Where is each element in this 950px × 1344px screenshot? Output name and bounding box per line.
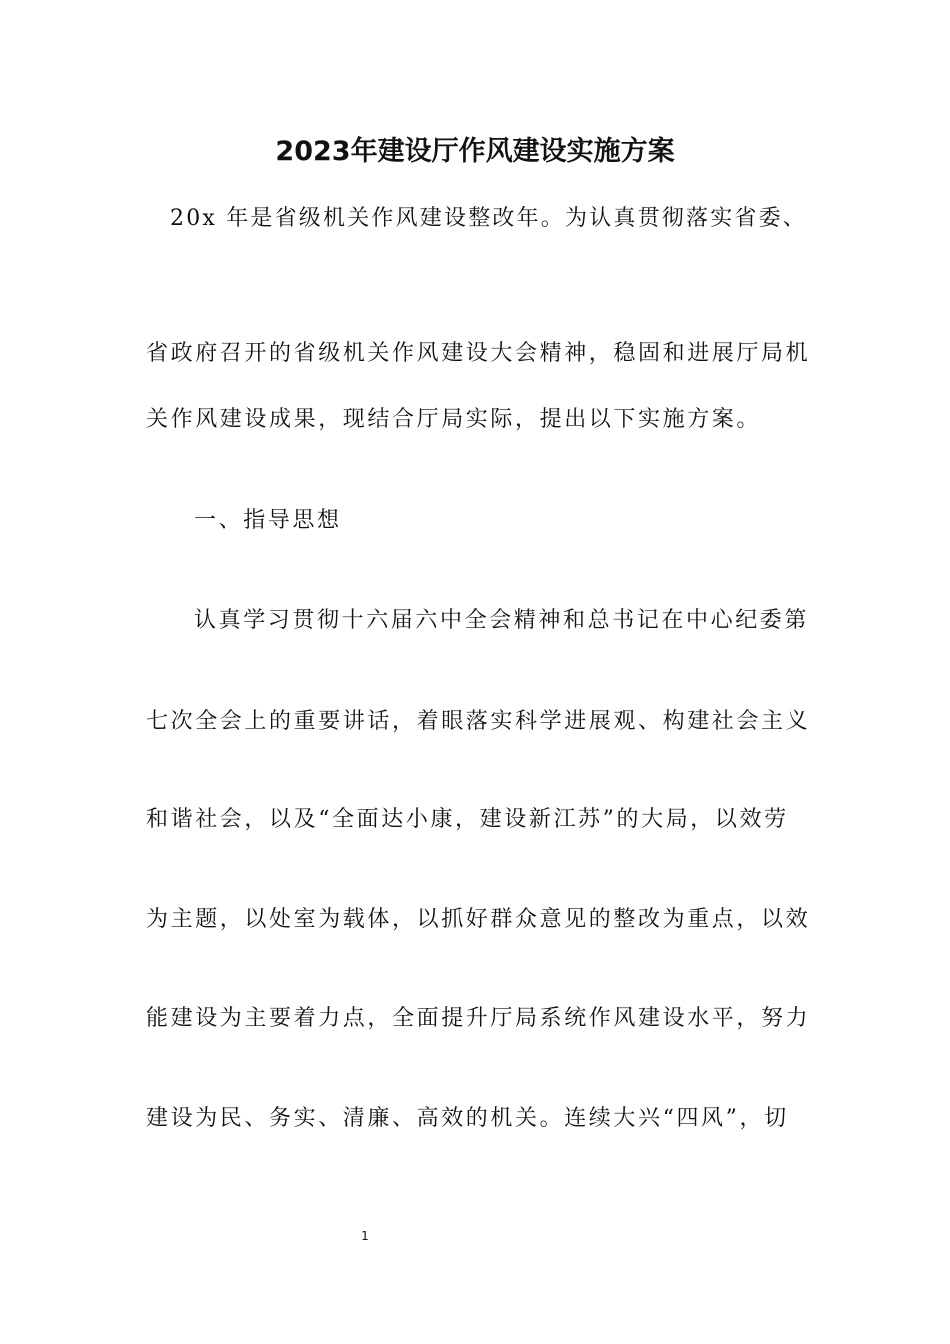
paragraph-line: 建设为民、务实、清廉、高效的机关。连续大兴“四风”，切 xyxy=(146,1106,789,1131)
paragraph-line: 关作风建设成果，现结合厅局实际，提出以下实施方案。 xyxy=(146,407,762,432)
paragraph-line: 七次全会上的重要讲话，着眼落实科学进展观、构建社会主义 xyxy=(146,709,811,734)
paragraph-line: 和谐社会，以及“全面达小康，建设新江苏”的大局，以效劳 xyxy=(146,807,789,832)
document-title: 2023年建设厅作风建设实施方案 xyxy=(275,136,675,167)
paragraph-line: 能建设为主要着力点，全面提升厅局系统作风建设水平，努力 xyxy=(146,1006,811,1031)
paragraph-line: 为主题，以处室为载体，以抓好群众意见的整改为重点，以效 xyxy=(146,907,811,932)
paragraph-line: 20x 年是省级机关作风建设整改年。为认真贯彻落实省委、 xyxy=(170,206,807,231)
section-heading: 一、指导思想 xyxy=(194,508,342,533)
page-number: 1 xyxy=(361,1229,369,1243)
paragraph-line: 认真学习贯彻十六届六中全会精神和总书记在中心纪委第 xyxy=(194,608,810,633)
paragraph-line: 省政府召开的省级机关作风建设大会精神，稳固和进展厅局机 xyxy=(146,341,811,366)
